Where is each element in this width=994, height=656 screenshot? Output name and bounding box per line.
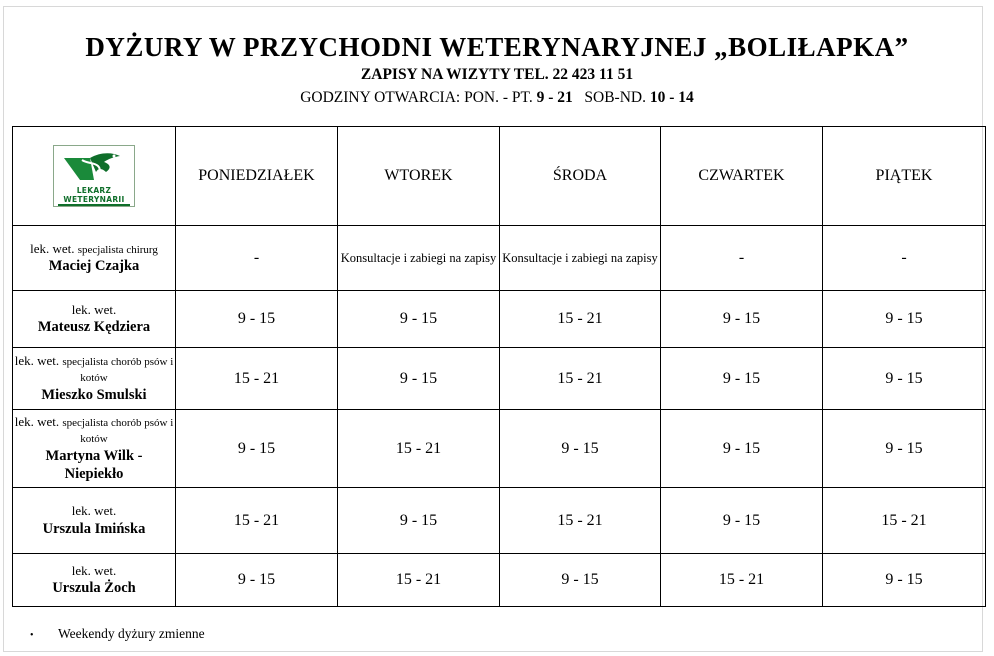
doctor-cell	[13, 410, 176, 488]
shift-cell: 9 - 15	[338, 488, 500, 554]
doctor-title: lek. wet.	[14, 413, 60, 429]
doctor-row	[13, 488, 986, 554]
hours-weekday: 9 - 21	[536, 89, 573, 106]
doctor-row	[13, 410, 986, 488]
day-header: PIĄTEK	[823, 127, 986, 226]
logo-line1: LEKARZ	[76, 186, 112, 195]
opening-hours	[0, 89, 994, 107]
hours-weekend: 10 - 14	[649, 89, 694, 106]
doctor-cell	[13, 554, 176, 607]
doctor-spec: specjalista chorób psów i kotów	[62, 355, 174, 385]
shift-cell: 9 - 15	[500, 554, 661, 607]
header-row	[13, 127, 986, 226]
shift-cell: 9 - 15	[500, 410, 661, 488]
doctor-cell	[13, 291, 176, 348]
shift-cell: 15 - 21	[176, 488, 338, 554]
doctor-name: Maciej Czajka	[48, 258, 140, 275]
shift-cell: 9 - 15	[176, 410, 338, 488]
day-header: PONIEDZIAŁEK	[176, 127, 338, 226]
shift-cell: -	[176, 226, 338, 291]
doctor-name: Martyna Wilk - Niepiekło	[45, 448, 143, 483]
logo-cell	[13, 127, 176, 226]
doctor-row	[13, 226, 986, 291]
snake-icon	[54, 146, 134, 188]
shift-cell: 9 - 15	[823, 554, 986, 607]
shift-cell: 15 - 21	[500, 291, 661, 348]
shift-cell: 9 - 15	[338, 291, 500, 348]
shift-cell: Konsultacje i zabiegi na zapisy	[500, 226, 661, 291]
shift-cell: 9 - 15	[661, 348, 823, 410]
schedule-table	[12, 126, 986, 607]
doctor-title: lek. wet.	[14, 352, 60, 368]
doctor-row	[13, 348, 986, 410]
shift-cell: -	[823, 226, 986, 291]
shift-cell: 9 - 15	[823, 291, 986, 348]
shift-cell: 15 - 21	[500, 348, 661, 410]
shift-cell: 15 - 21	[338, 554, 500, 607]
shift-cell: 9 - 15	[176, 291, 338, 348]
doctor-cell	[13, 488, 176, 554]
doctor-cell	[13, 226, 176, 291]
veterinary-logo	[53, 145, 135, 207]
shift-cell: 9 - 15	[661, 291, 823, 348]
doctor-title: lek. wet.	[71, 503, 117, 519]
shift-cell: 15 - 21	[823, 488, 986, 554]
bullet-icon: •	[30, 630, 34, 641]
page-title: DYŻURY W PRZYCHODNI WETERYNARYJNEJ „BOLIŁAPKA”	[85, 32, 909, 62]
shift-cell: 9 - 15	[661, 410, 823, 488]
shift-cell: 9 - 15	[176, 554, 338, 607]
phone-subtitle: ZAPISY NA WIZYTY TEL. 22 423 11 51	[360, 66, 634, 83]
shift-cell: 15 - 21	[176, 348, 338, 410]
shift-cell: 15 - 21	[338, 410, 500, 488]
doctor-name: Urszula Imińska	[42, 520, 146, 537]
doctor-title: lek. wet.	[71, 562, 117, 578]
day-header: CZWARTEK	[661, 127, 823, 226]
shift-cell: -	[661, 226, 823, 291]
doctor-title: lek. wet.	[30, 240, 75, 256]
doctor-cell	[13, 348, 176, 410]
shift-cell: 9 - 15	[661, 488, 823, 554]
doctor-spec: specjalista chorób psów i kotów	[62, 416, 174, 446]
shift-cell: 9 - 15	[823, 410, 986, 488]
doctor-title: lek. wet.	[71, 301, 117, 317]
hours-prefix: GODZINY OTWARCIA: PON. - PT.	[300, 89, 537, 106]
shift-cell: 9 - 15	[338, 348, 500, 410]
footnote	[30, 626, 205, 642]
shift-cell: Konsultacje i zabiegi na zapisy	[338, 226, 500, 291]
footnote-text: Weekendy dyżury zmienne	[58, 626, 205, 641]
day-header: WTOREK	[338, 127, 500, 226]
doctor-row	[13, 291, 986, 348]
shift-cell: 15 - 21	[661, 554, 823, 607]
hours-mid: SOB-ND.	[572, 89, 650, 106]
shift-cell: 15 - 21	[500, 488, 661, 554]
doctor-row	[13, 554, 986, 607]
doctor-name: Mateusz Kędziera	[37, 319, 151, 336]
day-header: ŚRODA	[500, 127, 661, 226]
logo-line2: WETERYNARII	[58, 195, 130, 206]
doctor-name: Urszula Żoch	[52, 580, 136, 597]
doctor-name: Mieszko Smulski	[41, 387, 147, 404]
doctor-spec: specjalista chirurg	[77, 243, 158, 256]
shift-cell: 9 - 15	[823, 348, 986, 410]
